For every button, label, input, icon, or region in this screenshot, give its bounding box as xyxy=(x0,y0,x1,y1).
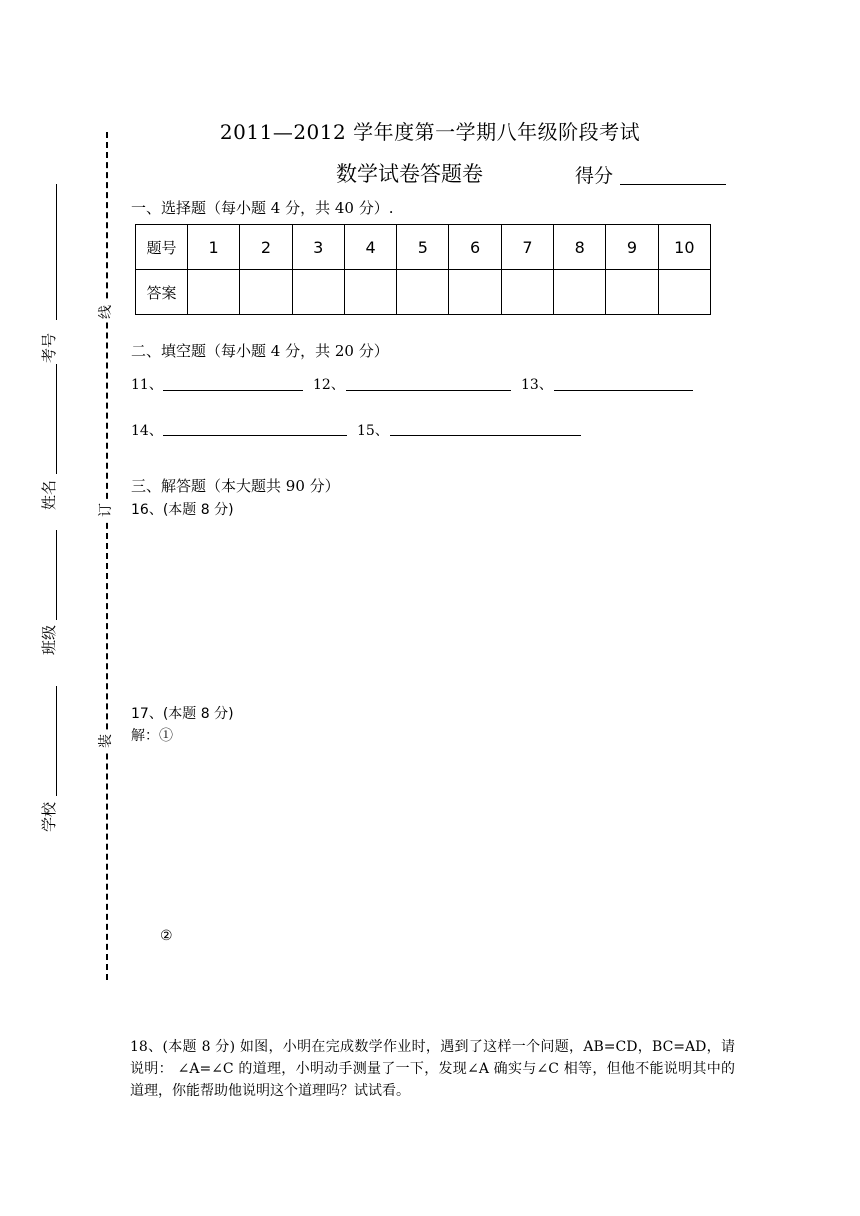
field-label-school: 学校 xyxy=(40,802,58,833)
answer-cell[interactable] xyxy=(240,270,292,315)
field-rule-class xyxy=(56,530,57,620)
section2-heading: 二、填空题（每小题 4 分，共 20 分） xyxy=(131,342,389,360)
question-17-label: 17、(本题 8 分) xyxy=(131,706,234,722)
blank-label-15: 15、 xyxy=(357,423,389,439)
question-17-part2-label: ② xyxy=(160,928,173,944)
field-label-name: 姓名 xyxy=(40,480,58,511)
page-title: 2011—2012 学年度第一学期八年级阶段考试 xyxy=(219,120,641,144)
question-number-cell: 4 xyxy=(344,225,396,270)
answer-cell[interactable] xyxy=(606,270,658,315)
blank-label-12: 12、 xyxy=(313,377,345,393)
blank-line-12[interactable] xyxy=(346,390,511,391)
question-number-cell: 8 xyxy=(554,225,606,270)
field-rule-name xyxy=(56,364,57,474)
question-number-cell: 5 xyxy=(397,225,449,270)
question-16-label: 16、(本题 8 分) xyxy=(131,502,234,518)
answer-cell[interactable] xyxy=(344,270,396,315)
blank-line-11[interactable] xyxy=(163,390,303,391)
blank-line-13[interactable] xyxy=(554,390,693,391)
binding-char-xian: 线 xyxy=(96,302,116,322)
blank-line-15[interactable] xyxy=(390,435,581,436)
section3-heading: 三、解答题（本大题共 90 分） xyxy=(131,477,340,495)
answer-table-header-row xyxy=(136,225,711,270)
question-number-cell: 1 xyxy=(188,225,240,270)
field-rule-exam-number xyxy=(56,184,57,320)
binding-dashed-line xyxy=(106,132,108,980)
score-label: 得分 xyxy=(575,165,614,187)
field-label-class: 班级 xyxy=(40,625,58,656)
answer-cell[interactable] xyxy=(292,270,344,315)
question-number-cell: 9 xyxy=(606,225,658,270)
blank-label-14: 14、 xyxy=(131,423,163,439)
answer-cell[interactable] xyxy=(449,270,501,315)
answer-area-16[interactable] xyxy=(131,522,731,697)
answer-cell[interactable] xyxy=(501,270,553,315)
answer-label-cell: 答案 xyxy=(136,270,188,315)
answer-cell[interactable] xyxy=(188,270,240,315)
question-number-cell: 10 xyxy=(658,225,710,270)
header-label-cell: 题号 xyxy=(136,225,188,270)
question-number-cell: 6 xyxy=(449,225,501,270)
binding-char-zhuang: 装 xyxy=(96,731,116,751)
question-number-cell: 7 xyxy=(501,225,553,270)
field-label-exam-number: 考号 xyxy=(40,333,58,364)
question-number-cell: 2 xyxy=(240,225,292,270)
field-rule-school xyxy=(56,686,57,796)
answer-cell[interactable] xyxy=(397,270,449,315)
page-subtitle: 数学试卷答题卷 xyxy=(336,162,483,186)
blank-line-14[interactable] xyxy=(163,435,347,436)
question-17-solution-label: 解：① xyxy=(131,728,173,744)
question-number-cell: 3 xyxy=(292,225,344,270)
score-blank[interactable] xyxy=(620,184,726,185)
blank-label-11: 11、 xyxy=(131,377,163,393)
section1-heading: 一、选择题（每小题 4 分，共 40 分）. xyxy=(131,199,394,217)
blank-label-13: 13、 xyxy=(521,377,553,393)
answer-area-17-part1[interactable] xyxy=(131,748,731,923)
answer-table xyxy=(135,224,711,315)
answer-table-answer-row xyxy=(136,270,711,315)
answer-cell[interactable] xyxy=(658,270,710,315)
question-18-text: 18、(本题 8 分) 如图，小明在完成数学作业时，遇到了这样一个问题，AB=CD，BC=AD，请说明： ∠A=∠C 的道理，小明动手测量了一下，发现∠A 确实与∠C 相等，但他不能说明其中的道理，你能帮助他说明这个道理吗？试试看。 xyxy=(130,1039,735,1099)
binding-char-ding: 订 xyxy=(96,500,116,520)
answer-cell[interactable] xyxy=(554,270,606,315)
